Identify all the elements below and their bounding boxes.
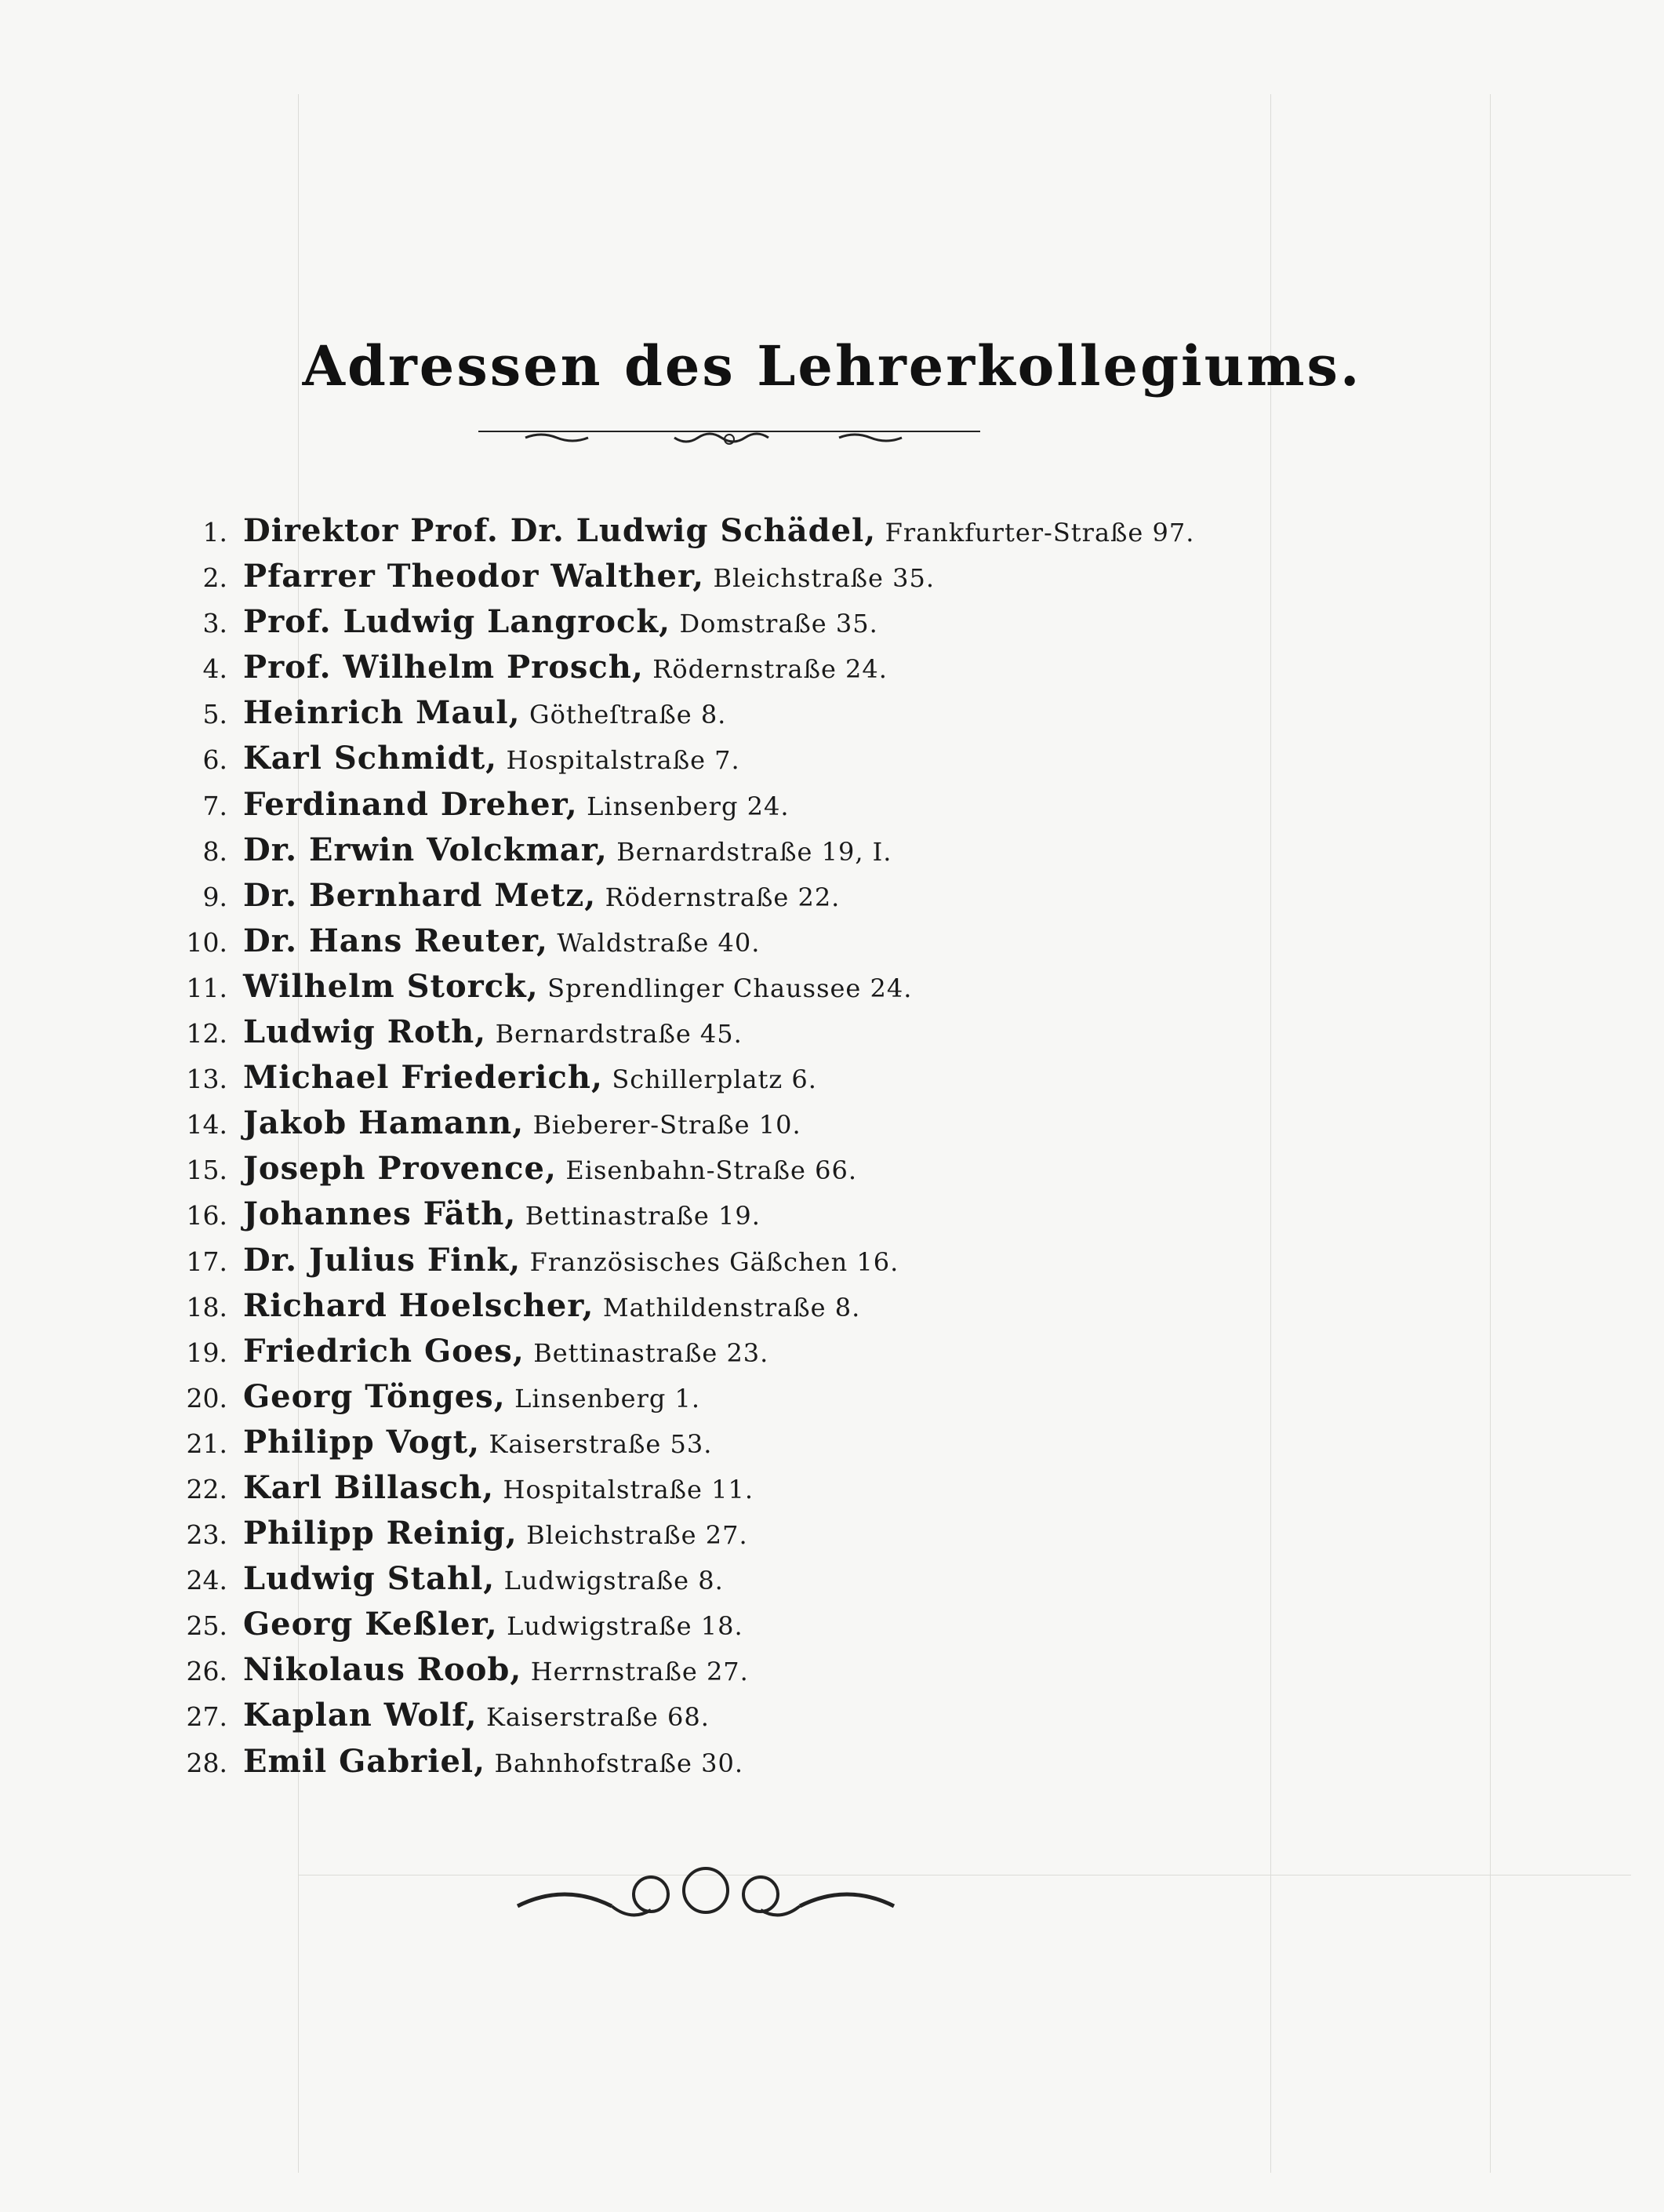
list-item xyxy=(165,736,1194,781)
entry-number: 16. xyxy=(186,1200,227,1232)
list-item xyxy=(165,599,1194,645)
entry-address: Ludwigstraße 18. xyxy=(507,1611,743,1642)
list-item xyxy=(165,1693,1194,1738)
list-item xyxy=(165,1739,1194,1785)
entry-address: Hospitalstraße 11. xyxy=(503,1474,754,1504)
entry-number: 21. xyxy=(186,1428,227,1459)
entry-number: 6. xyxy=(202,744,227,776)
entry-address: Rödernstraße 22. xyxy=(605,882,841,912)
entry-address: Kaiserstraße 68. xyxy=(486,1702,710,1733)
entry-number: 14. xyxy=(186,1109,227,1141)
page-title: Adressen des Lehrerkollegiums. xyxy=(302,333,1362,398)
entry-number: 20. xyxy=(186,1382,227,1413)
entry-name: Philipp Vogt, xyxy=(243,1423,481,1461)
entry-name: Dr. Erwin Volckmar, xyxy=(243,831,608,868)
list-item xyxy=(165,1465,1194,1511)
entry-number: 12. xyxy=(186,1018,227,1050)
list-item xyxy=(165,1283,1194,1329)
list-item xyxy=(165,1511,1194,1556)
entry-address: Linsenberg 24. xyxy=(587,791,790,821)
list-item xyxy=(165,873,1194,919)
entry-name: Michael Friederich, xyxy=(243,1059,603,1097)
entry-address: Schillerplatz 6. xyxy=(612,1064,817,1095)
entry-number: 4. xyxy=(202,653,227,685)
entry-address: Götheſtraße 8. xyxy=(529,700,727,730)
entry-number: 25. xyxy=(186,1610,227,1642)
entry-address: Rödernstraße 24. xyxy=(652,654,888,685)
entry-name: Friedrich Goes, xyxy=(243,1332,525,1370)
entry-address: Kaiserstraße 53. xyxy=(489,1428,713,1459)
entry-name: Dr. Hans Reuter, xyxy=(243,922,548,959)
entry-address: Hospitalstraße 7. xyxy=(506,745,740,776)
list-item xyxy=(165,828,1194,873)
list-item xyxy=(165,1101,1194,1146)
entry-name: Wilhelm Storck, xyxy=(243,967,539,1005)
list-item xyxy=(165,1329,1194,1374)
entry-number: 26. xyxy=(186,1656,227,1687)
entry-address: Herrnstraße 27. xyxy=(530,1657,749,1687)
list-item xyxy=(165,1191,1194,1237)
entry-name: Pfarrer Theodor Walther, xyxy=(243,558,705,595)
list-item xyxy=(165,919,1194,964)
entry-address: Bahnhofstraße 30. xyxy=(494,1748,744,1778)
bleed-line xyxy=(1490,94,1491,2173)
list-item xyxy=(165,964,1194,1010)
entry-name: Direktor Prof. Dr. Ludwig Schädel, xyxy=(243,512,877,549)
entry-name: Nikolaus Roob, xyxy=(243,1651,522,1689)
entry-address: Linsenberg 1. xyxy=(514,1383,701,1413)
entry-number: 1. xyxy=(202,517,227,548)
entry-name: Philipp Reinig, xyxy=(243,1515,518,1552)
entry-number: 15. xyxy=(186,1155,227,1186)
entry-name: Ferdinand Dreher, xyxy=(243,785,578,823)
title-ornament-icon xyxy=(478,424,980,455)
entry-number: 3. xyxy=(202,608,227,639)
entry-number: 19. xyxy=(186,1337,227,1368)
entry-name: Jakob Hamann, xyxy=(243,1104,525,1142)
list-item xyxy=(165,1055,1194,1101)
entry-name: Kaplan Wolf, xyxy=(243,1697,478,1734)
entry-address: Französisches Gäßchen 16. xyxy=(529,1246,899,1277)
bleed-line xyxy=(1270,94,1271,2173)
entry-name: Georg Tönges, xyxy=(243,1377,506,1415)
entry-number: 10. xyxy=(186,926,227,958)
entry-number: 7. xyxy=(202,790,227,821)
list-item xyxy=(165,1010,1194,1055)
list-item xyxy=(165,690,1194,736)
entry-name: Dr. Julius Fink, xyxy=(243,1241,521,1279)
entry-number: 13. xyxy=(186,1064,227,1095)
staff-address-list xyxy=(165,508,1194,1785)
list-item xyxy=(165,1602,1194,1647)
entry-number: 22. xyxy=(186,1473,227,1504)
entry-address: Bernardstraße 19, I. xyxy=(616,836,892,867)
entry-address: Domstraße 35. xyxy=(679,609,878,639)
list-item xyxy=(165,782,1194,828)
list-item xyxy=(165,1146,1194,1191)
entry-number: 8. xyxy=(202,835,227,867)
bottom-ornament-icon xyxy=(510,1859,902,1930)
entry-number: 18. xyxy=(186,1291,227,1322)
list-item xyxy=(165,508,1194,554)
entry-address: Eisenbahn-Straße 66. xyxy=(565,1155,858,1186)
entry-name: Ludwig Roth, xyxy=(243,1013,487,1051)
entry-number: 28. xyxy=(186,1747,227,1778)
entry-address: Sprendlinger Chaussee 24. xyxy=(547,973,913,1003)
entry-number: 5. xyxy=(202,699,227,730)
entry-number: 11. xyxy=(186,972,227,1003)
entry-address: Bernardstraße 45. xyxy=(495,1019,743,1050)
entry-number: 27. xyxy=(186,1701,227,1733)
entry-address: Bleichstraße 27. xyxy=(526,1520,748,1551)
entry-address: Bettinastraße 23. xyxy=(533,1337,769,1368)
entry-name: Ludwig Stahl, xyxy=(243,1560,496,1598)
entry-address: Mathildenstraße 8. xyxy=(602,1292,861,1322)
entry-name: Dr. Bernhard Metz, xyxy=(243,876,597,914)
entry-name: Johannes Fäth, xyxy=(243,1195,517,1233)
list-item xyxy=(165,1647,1194,1693)
entry-name: Richard Hoelscher, xyxy=(243,1286,594,1324)
list-item xyxy=(165,1556,1194,1602)
entry-name: Emil Gabriel, xyxy=(243,1742,486,1780)
entry-name: Georg Keßler, xyxy=(243,1606,498,1643)
entry-number: 9. xyxy=(202,881,227,912)
entry-number: 17. xyxy=(186,1246,227,1277)
entry-address: Bleichstraße 35. xyxy=(713,563,936,594)
entry-number: 24. xyxy=(186,1565,227,1596)
list-item xyxy=(165,1374,1194,1420)
entry-address: Ludwigstraße 8. xyxy=(503,1566,724,1596)
entry-name: Prof. Ludwig Langrock, xyxy=(243,603,671,641)
list-item xyxy=(165,1238,1194,1283)
entry-number: 2. xyxy=(202,562,227,594)
list-item xyxy=(165,554,1194,599)
list-item xyxy=(165,645,1194,690)
entry-address: Bettinastraße 19. xyxy=(525,1201,761,1232)
entry-name: Prof. Wilhelm Prosch, xyxy=(243,649,644,686)
entry-name: Joseph Provence, xyxy=(243,1150,557,1188)
entry-address: Waldstraße 40. xyxy=(557,927,761,958)
entry-address: Frankfurter-Straße 97. xyxy=(885,518,1195,548)
entry-name: Heinrich Maul, xyxy=(243,694,521,732)
entry-number: 23. xyxy=(186,1519,227,1551)
entry-name: Karl Schmidt, xyxy=(243,740,498,777)
entry-address: Bieberer-Straße 10. xyxy=(532,1110,801,1141)
entry-name: Karl Billasch, xyxy=(243,1468,495,1506)
list-item xyxy=(165,1420,1194,1465)
